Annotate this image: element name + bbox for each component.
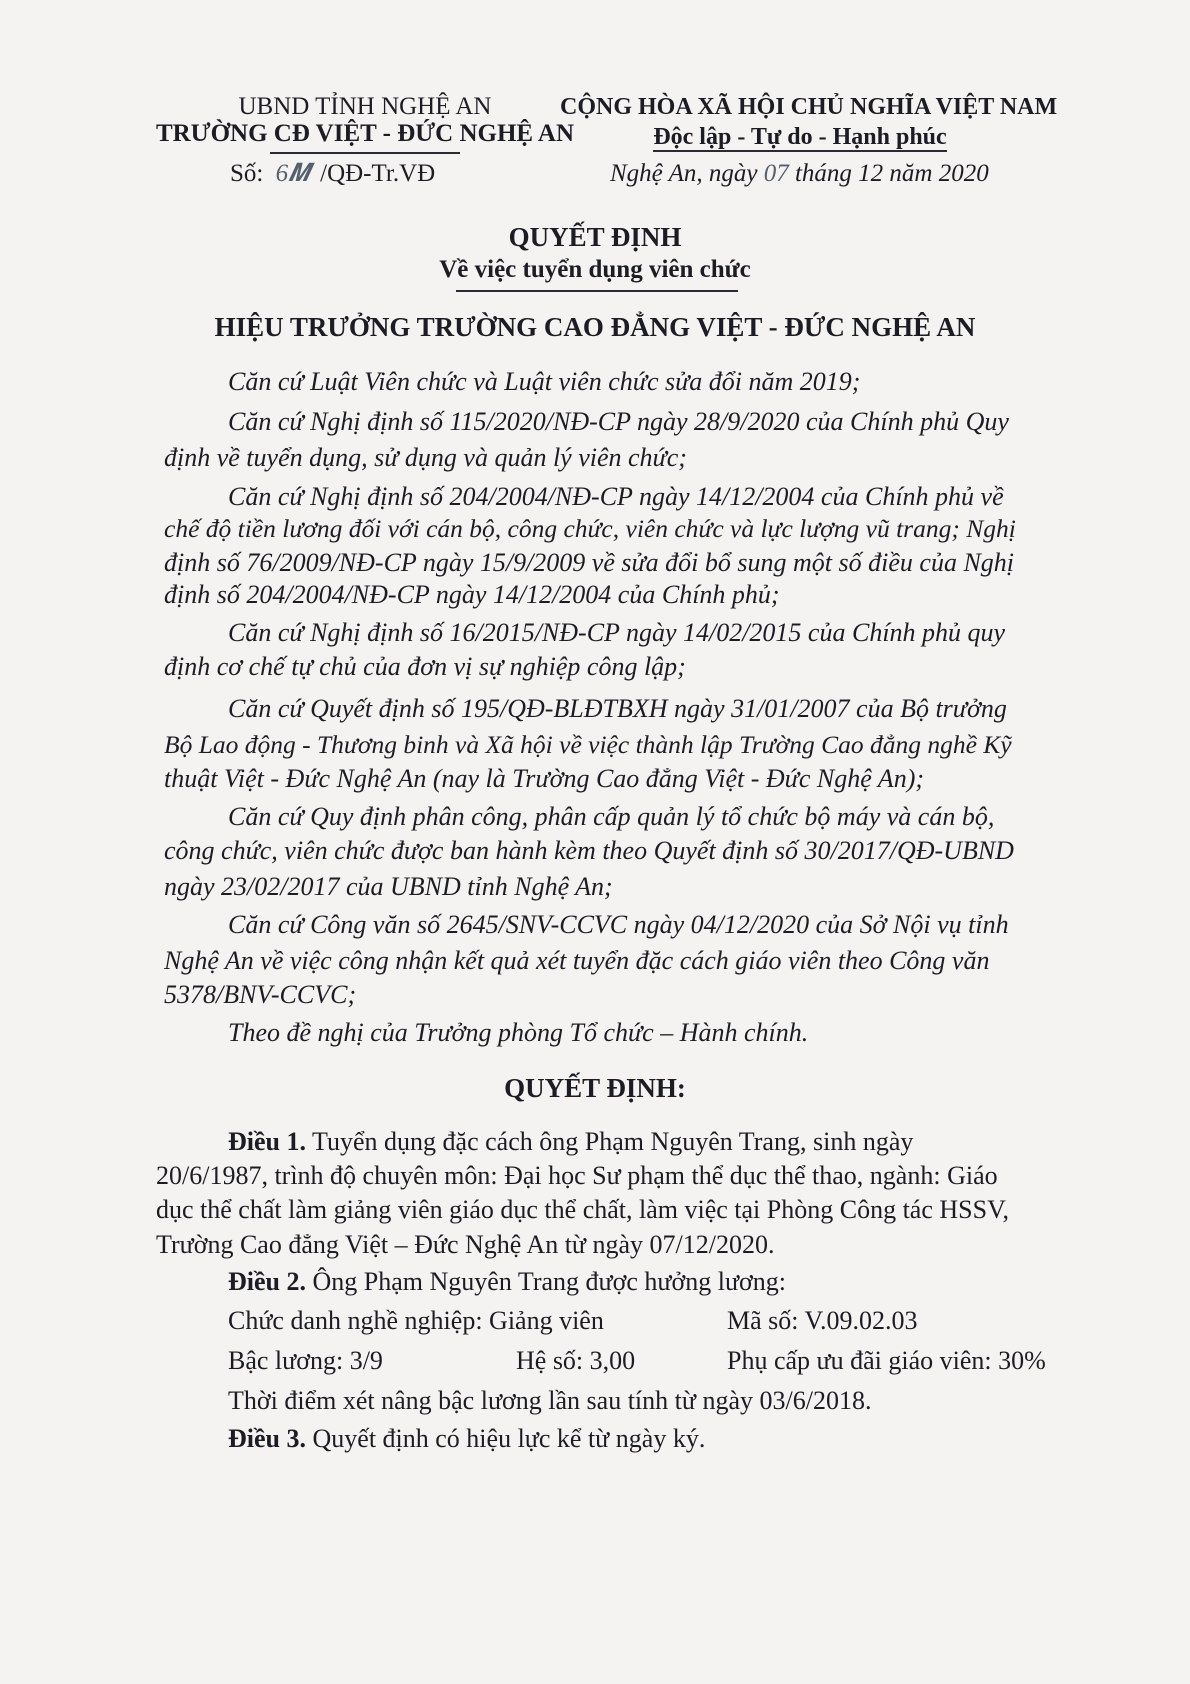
job-title: Chức danh nghề nghiệp: Giảng viên bbox=[228, 1306, 604, 1335]
salary-coefficient: Hệ số: 3,00 bbox=[516, 1346, 636, 1375]
document-number bbox=[230, 160, 435, 188]
basis-line: định cơ chế tự chủ của đơn vị sự nghiệp công lập; bbox=[164, 652, 686, 681]
decision-subject: Về việc tuyển dụng viên chức bbox=[439, 256, 751, 283]
date-suffix: tháng 12 năm 2020 bbox=[794, 160, 989, 187]
basis-line: Bộ Lao động - Thương binh và Xã hội về việc thành lập Trường Cao đẳng nghề Kỹ bbox=[164, 730, 1012, 759]
basis-line: công chức, viên chức được ban hành kèm theo Quyết định số 30/2017/QĐ-UBND bbox=[164, 836, 1014, 865]
basis-line: định số 204/2004/NĐ-CP ngày 14/12/2004 của Chính phủ; bbox=[164, 580, 780, 609]
basis-line: Căn cứ Nghị định số 204/2004/NĐ-CP ngày 14/12/2004 của Chính phủ về bbox=[228, 482, 1004, 511]
national-title: CỘNG HÒA XÃ HỘI CHỦ NGHĨA VIỆT NAM bbox=[560, 94, 1058, 120]
national-motto: Độc lập - Tự do - Hạnh phúc bbox=[653, 124, 947, 150]
basis-line: 5378/BNV-CCVC; bbox=[164, 980, 357, 1009]
basis-line: thuật Việt - Đức Nghệ An (nay là Trường Cao đẳng Việt - Đức Nghệ An); bbox=[164, 764, 925, 793]
salary-grade: Bậc lương: 3/9 bbox=[228, 1346, 383, 1375]
basis-line: Căn cứ Luật Viên chức và Luật viên chức sửa đổi năm 2019; bbox=[228, 367, 861, 396]
article-1-line: Trường Cao đẳng Việt – Đức Nghệ An từ ngày 07/12/2020. bbox=[156, 1230, 775, 1259]
basis-line: Căn cứ Nghị định số 16/2015/NĐ-CP ngày 14/02/2015 của Chính phủ quy bbox=[228, 618, 1006, 647]
next-raise: Thời điểm xét nâng bậc lương lần sau tính từ ngày 03/6/2018. bbox=[228, 1386, 872, 1415]
basis-line: ngày 23/02/2017 của UBND tỉnh Nghệ An; bbox=[164, 872, 613, 901]
article-2-heading: Điều 2. Ông Phạm Nguyên Trang được hưởng lương: bbox=[228, 1267, 787, 1296]
issuer-school: TRƯỜNG CĐ VIỆT - ĐỨC NGHỆ AN bbox=[155, 120, 575, 147]
basis-line: Căn cứ Nghị định số 115/2020/NĐ-CP ngày 28/9/2020 của Chính phủ Quy bbox=[228, 407, 1009, 436]
subject-underline bbox=[456, 290, 738, 292]
basis-line: Căn cứ Công văn số 2645/SNV-CCVC ngày 04/12/2020 của Sở Nội vụ tỉnh bbox=[228, 910, 1009, 939]
document-number-prefix: Số: bbox=[230, 160, 264, 187]
decision-heading: QUYẾT ĐỊNH: bbox=[504, 1073, 686, 1103]
basis-line: định về tuyển dụng, sử dụng và quản lý viên chức; bbox=[164, 443, 687, 472]
basis-line: Nghệ An về việc công nhận kết quả xét tuyển đặc cách giáo viên theo Công văn bbox=[164, 946, 990, 975]
article-1-line: dục thể chất làm giảng viên giáo dục thể chất, làm việc tại Phòng Công tác HSSV, bbox=[156, 1195, 1009, 1224]
issuer-underline bbox=[270, 152, 460, 154]
basis-line: định số 76/2009/NĐ-CP ngày 15/9/2009 về sửa đổi bổ sung một số điều của Nghị bbox=[164, 548, 1015, 577]
basis-line: Căn cứ Quyết định số 195/QĐ-BLĐTBXH ngày 31/01/2007 của Bộ trưởng bbox=[228, 694, 1007, 723]
issuer-province: UBND TỈNH NGHỆ AN bbox=[238, 93, 492, 120]
decision-title: QUYẾT ĐỊNH bbox=[508, 222, 682, 252]
teacher-allowance: Phụ cấp ưu đãi giáo viên: 30% bbox=[727, 1346, 1046, 1375]
basis-line: Căn cứ Quy định phân công, phân cấp quản lý tổ chức bộ máy và cán bộ, bbox=[228, 802, 995, 831]
basis-line: Theo đề nghị của Trưởng phòng Tổ chức – Hành chính. bbox=[228, 1018, 809, 1047]
article-1-label: Điều 1. bbox=[228, 1127, 306, 1156]
job-code: Mã số: V.09.02.03 bbox=[727, 1306, 918, 1335]
date-prefix: Nghệ An, ngày bbox=[610, 160, 758, 187]
article-2-label: Điều 2. bbox=[228, 1267, 306, 1296]
basis-line: chế độ tiền lương đối với cán bộ, công chức, viên chức và lực lượng vũ trang; Nghị bbox=[164, 514, 1016, 543]
article-1-line: 20/6/1987, trình độ chuyên môn: Đại học Sư phạm thể dục thể thao, ngành: Giáo bbox=[156, 1161, 998, 1190]
date-day: 07 bbox=[763, 160, 789, 187]
article-3-line: Điều 3. Quyết định có hiệu lực kể từ ngày ký. bbox=[228, 1424, 706, 1453]
article-3-label: Điều 3. bbox=[228, 1424, 306, 1453]
document-number-suffix: /QĐ-Tr.VĐ bbox=[320, 160, 436, 187]
decision-authority: HIỆU TRƯỞNG TRƯỜNG CAO ĐẲNG VIỆT - ĐỨC NGHỆ AN bbox=[214, 312, 976, 342]
document-date bbox=[610, 160, 989, 188]
document-number-value: 6𝑴 bbox=[275, 160, 310, 187]
article-1-line: Điều 1. Tuyển dụng đặc cách ông Phạm Nguyên Trang, sinh ngày bbox=[228, 1127, 914, 1156]
